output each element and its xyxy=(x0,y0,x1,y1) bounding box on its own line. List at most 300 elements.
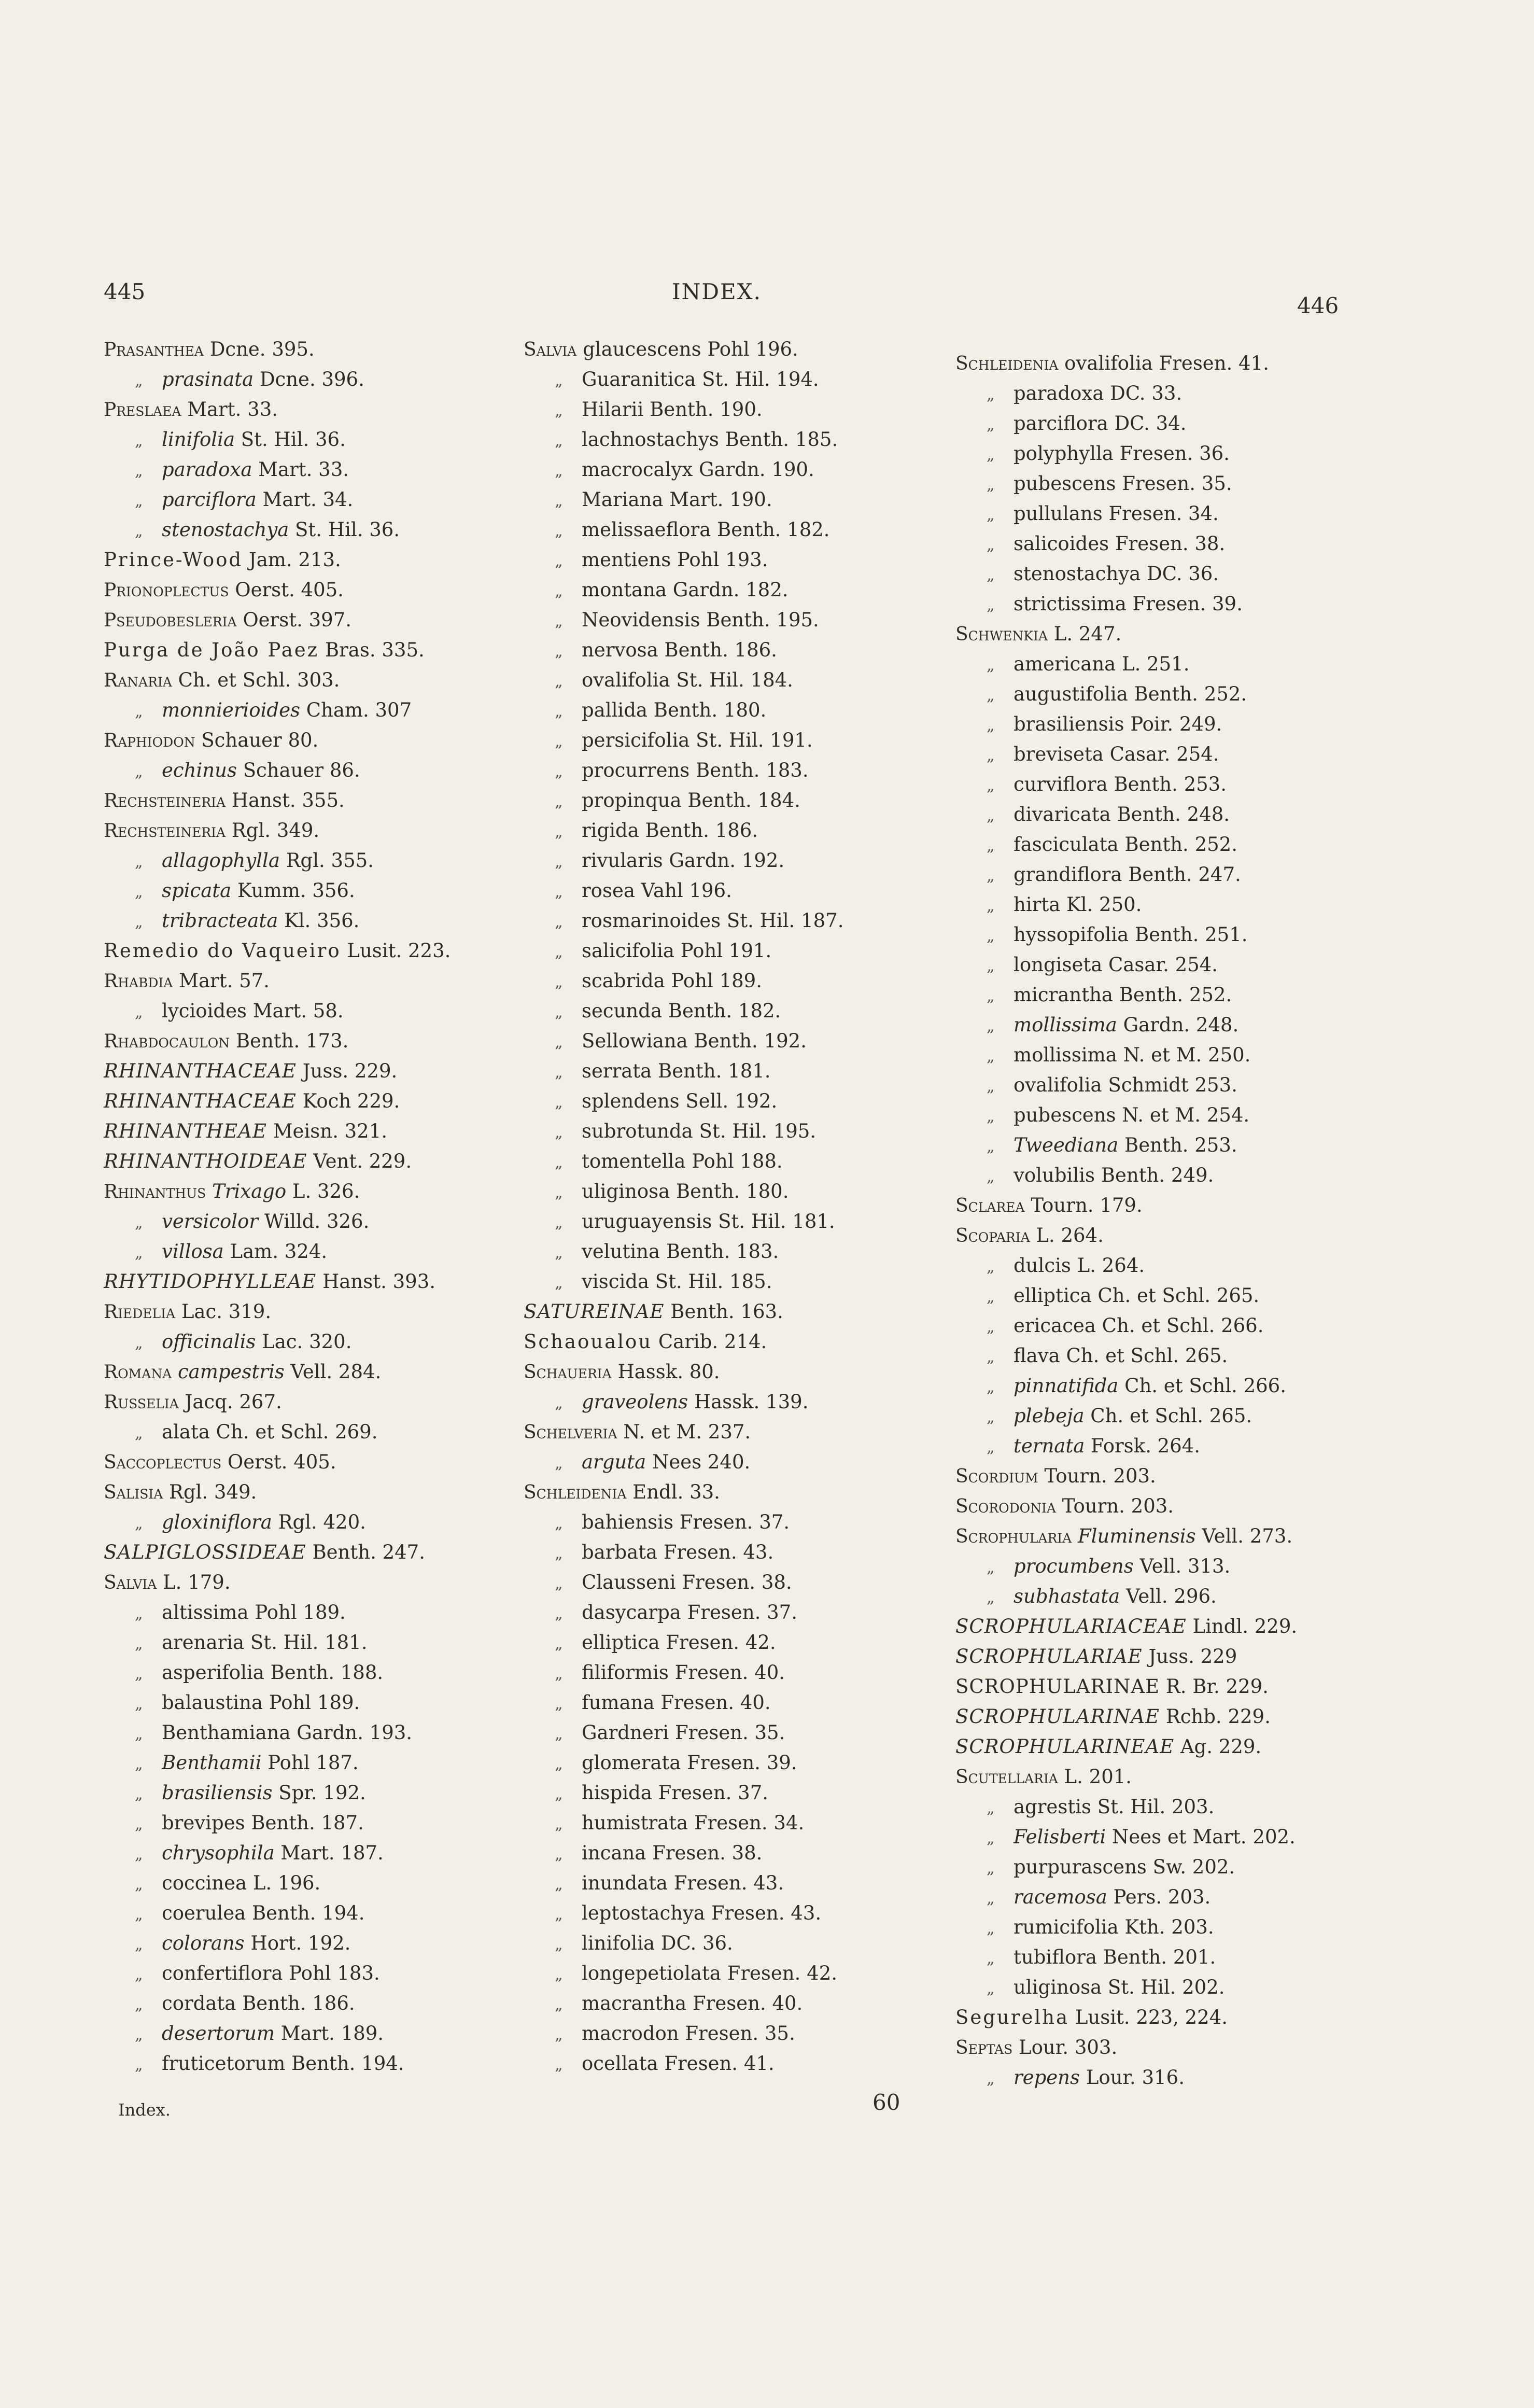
ditto-mark: „ xyxy=(135,1695,143,1713)
ditto-mark: „ xyxy=(135,1936,143,1954)
index-entry xyxy=(524,1417,928,1447)
index-entry xyxy=(955,1792,1370,1822)
index-entry xyxy=(104,816,498,846)
author-and-page: Lusit. 223, 224. xyxy=(1069,2006,1228,2028)
author-and-page: Fresen. 37. xyxy=(673,1511,790,1533)
index-entry xyxy=(104,515,498,545)
family-name: RHINANTHOIDEAE xyxy=(104,1150,307,1172)
genus-name: Prionoplectus xyxy=(104,580,229,601)
index-entry xyxy=(955,1311,1370,1341)
author-and-page: Tourn. 203. xyxy=(1055,1495,1174,1517)
ditto-mark: „ xyxy=(987,1408,995,1426)
author-and-page: Fresen. 40. xyxy=(686,1992,803,2014)
index-column-3 xyxy=(955,348,1370,2093)
index-entry xyxy=(524,665,928,695)
author-and-page: Fresen. 34. xyxy=(1102,502,1219,525)
vernacular-name: Purga de João Paez xyxy=(104,639,319,661)
author-and-page: Lour. 303. xyxy=(1012,2036,1118,2059)
species-name: grandiflora xyxy=(1014,863,1122,886)
author-and-page: Lour. 316. xyxy=(1079,2066,1185,2089)
author-and-page: Pohl 196. xyxy=(701,338,798,360)
author-and-page: Pohl 189. xyxy=(263,1691,360,1714)
index-entry xyxy=(955,2033,1370,2063)
author-and-page: St. Hil. 181. xyxy=(712,1210,835,1233)
author-and-page: Hanst. 393. xyxy=(316,1270,435,1293)
author-and-page: Benth. 247. xyxy=(1122,863,1241,886)
author-and-page: Pohl 187. xyxy=(261,1752,359,1774)
index-entry xyxy=(955,709,1370,739)
author-and-page: Schauer 80. xyxy=(195,729,319,751)
ditto-mark: „ xyxy=(555,1394,563,1412)
author-and-page: Ch. et Schl. 265. xyxy=(1060,1345,1228,1367)
species-name: rosea xyxy=(582,879,635,902)
species-name: salicoides xyxy=(1014,533,1109,555)
ditto-mark: „ xyxy=(987,416,995,434)
index-entry xyxy=(104,1327,498,1357)
author-and-page: Fresen. 40. xyxy=(668,1661,785,1684)
ditto-mark: „ xyxy=(987,1108,995,1126)
family-name: SALPIGLOSSIDEAE xyxy=(104,1541,306,1563)
ditto-mark: „ xyxy=(555,522,563,540)
species-name: parciflora xyxy=(1014,412,1108,435)
index-entry xyxy=(524,1778,928,1808)
ditto-mark: „ xyxy=(987,1889,995,1908)
footer-label: Index. xyxy=(118,2100,171,2120)
ditto-mark: „ xyxy=(555,552,563,570)
species-name: mentiens xyxy=(582,549,671,571)
genus-name: Ranaria xyxy=(104,670,172,691)
ditto-mark: „ xyxy=(987,1318,995,1336)
author-and-page: Oerst. 405. xyxy=(229,579,344,601)
author-and-page: Fresen. 43. xyxy=(657,1541,774,1563)
species-name: arguta xyxy=(582,1451,646,1473)
index-entry xyxy=(524,725,928,755)
ditto-mark: „ xyxy=(135,1635,143,1653)
index-entry xyxy=(104,635,498,665)
ditto-mark: „ xyxy=(555,462,563,480)
species-name: macrantha xyxy=(582,1992,687,2014)
species-name: ocellata xyxy=(582,2052,658,2075)
ditto-mark: „ xyxy=(987,777,995,795)
index-entry xyxy=(524,1567,928,1598)
species-name: coerulea xyxy=(162,1902,246,1924)
species-name: augustifolia xyxy=(1014,683,1128,705)
index-entry xyxy=(104,1086,498,1116)
author-and-page: Mart. 57. xyxy=(173,970,270,992)
author-and-page: Benth. 190. xyxy=(643,398,763,421)
author-and-page: Vahl 196. xyxy=(635,879,732,902)
index-entry xyxy=(524,996,928,1026)
species-name: elliptica xyxy=(582,1631,660,1654)
index-entry xyxy=(955,860,1370,890)
index-entry xyxy=(524,1357,928,1387)
species-name: versicolor xyxy=(162,1210,259,1233)
index-entry xyxy=(104,2019,498,2049)
vernacular-name: Prince-Wood xyxy=(104,549,243,571)
index-entry xyxy=(955,1732,1370,1762)
ditto-mark: „ xyxy=(555,1575,563,1593)
ditto-mark: „ xyxy=(987,656,995,675)
species-name: racemosa xyxy=(1014,1886,1107,1908)
author-and-page: Benth. 249. xyxy=(1095,1164,1214,1186)
index-column-2 xyxy=(524,334,928,2079)
index-entry xyxy=(104,1537,498,1567)
ditto-mark: „ xyxy=(135,432,143,450)
genus-name: Schwenkia xyxy=(955,624,1048,645)
index-entry xyxy=(524,906,928,936)
ditto-mark: „ xyxy=(555,1063,563,1082)
index-entry xyxy=(955,1642,1370,1672)
author-and-page: Dcne. 395. xyxy=(203,338,315,360)
ditto-mark: „ xyxy=(555,763,563,781)
index-entry xyxy=(955,1130,1370,1160)
index-entry xyxy=(524,2019,928,2049)
family-name: RHINANTHEAE xyxy=(104,1120,267,1142)
author-and-page: Bras. 335. xyxy=(319,639,425,661)
index-entry xyxy=(524,1026,928,1056)
index-entry xyxy=(524,1718,928,1748)
author-and-page: Dcne. 396. xyxy=(254,368,364,390)
species-name: serrata xyxy=(582,1060,652,1082)
ditto-mark: „ xyxy=(135,462,143,480)
index-entry xyxy=(955,469,1370,499)
ditto-mark: „ xyxy=(135,1875,143,1894)
author-and-page: Benth. 186. xyxy=(658,639,777,661)
index-entry xyxy=(955,1672,1370,1702)
species-name: fruticetorum xyxy=(162,2052,286,2075)
index-entry xyxy=(104,1507,498,1537)
author-and-page: St. Hil. 202. xyxy=(1102,1976,1225,1998)
species-name: desertorum xyxy=(162,2022,275,2045)
author-and-page: St. Hil. 203. xyxy=(1091,1796,1215,1818)
species-name: rosmarinoides xyxy=(582,909,721,932)
author-and-page: L. 201. xyxy=(1058,1766,1132,1788)
ditto-mark: „ xyxy=(987,1348,995,1366)
author-and-page: DC. 36. xyxy=(655,1932,733,1954)
author-and-page: N. et M. 250. xyxy=(1117,1044,1251,1066)
ditto-mark: „ xyxy=(135,522,143,540)
index-entry xyxy=(955,800,1370,830)
author-and-page: Benth. 186. xyxy=(639,819,758,842)
index-entry xyxy=(104,1447,498,1477)
species-name: flava xyxy=(1014,1345,1060,1367)
index-entry xyxy=(955,1461,1370,1491)
author-and-page: Lindl. 229. xyxy=(1186,1615,1298,1637)
author-and-page: Hassk. 139. xyxy=(688,1391,809,1413)
species-name: viscida xyxy=(582,1270,650,1293)
ditto-mark: „ xyxy=(987,506,995,524)
ditto-mark: „ xyxy=(135,883,143,901)
author-and-page: Fresen. 35. xyxy=(679,2022,795,2045)
ditto-mark: „ xyxy=(555,1665,563,1683)
ditto-mark: „ xyxy=(135,1424,143,1443)
ditto-mark: „ xyxy=(555,1244,563,1262)
genus-name: Saccoplectus xyxy=(104,1452,222,1473)
index-entry xyxy=(524,786,928,816)
ditto-mark: „ xyxy=(555,2026,563,2044)
author-and-page: Mart. 187. xyxy=(274,1842,384,1864)
species-name: brevipes xyxy=(162,1812,245,1834)
species-name: officinalis xyxy=(162,1331,256,1353)
species-name: gloxiniflora xyxy=(162,1511,272,1533)
author-and-page: Fresen. 39. xyxy=(1126,593,1243,615)
ditto-mark: „ xyxy=(987,1920,995,1938)
index-entry xyxy=(955,1431,1370,1461)
family-name: SCROPHULARIACEAE xyxy=(955,1615,1187,1637)
genus-name: Salvia xyxy=(524,339,577,360)
ditto-mark: „ xyxy=(987,1859,995,1878)
genus-name: Riedelia xyxy=(104,1301,176,1323)
ditto-mark: „ xyxy=(555,1725,563,1743)
species-name: Guaranitica xyxy=(582,368,696,390)
author-and-page: Kl. 250. xyxy=(1060,893,1142,916)
ditto-mark: „ xyxy=(555,1815,563,1833)
genus-name: Pseudobesleria xyxy=(104,610,237,631)
author-and-page: Koch 229. xyxy=(296,1090,400,1112)
author-and-page: L. 179. xyxy=(157,1571,231,1593)
ditto-mark: „ xyxy=(987,1378,995,1396)
ditto-mark: „ xyxy=(555,733,563,751)
author-and-page: Tourn. 203. xyxy=(1038,1465,1156,1487)
genus-name: Prasanthea xyxy=(104,339,204,360)
author-and-page: Fresen. 38. xyxy=(675,1571,792,1593)
author-and-page: Kth. 203. xyxy=(1118,1916,1214,1938)
author-and-page: Pohl 189. xyxy=(248,1601,346,1623)
ditto-mark: „ xyxy=(135,1725,143,1743)
species-name: subrotunda xyxy=(582,1120,693,1142)
species-name: prasinata xyxy=(162,368,254,390)
index-entry xyxy=(524,455,928,485)
family-name: SCROPHULARIAE xyxy=(955,1645,1143,1668)
index-entry xyxy=(104,725,498,755)
index-entry xyxy=(524,545,928,575)
author-and-page: Forsk. 264. xyxy=(1085,1435,1200,1457)
species-name: glaucescens xyxy=(576,338,701,360)
index-entry xyxy=(524,1086,928,1116)
index-entry xyxy=(524,1688,928,1718)
ditto-mark: „ xyxy=(555,1785,563,1803)
ditto-mark: „ xyxy=(987,1138,995,1156)
ditto-mark: „ xyxy=(555,642,563,661)
author-and-page: Lam. 324. xyxy=(223,1240,328,1263)
genus-name: Sclarea xyxy=(955,1195,1025,1216)
ditto-mark: „ xyxy=(135,2026,143,2044)
index-entry xyxy=(955,1371,1370,1401)
author-and-page: St. Hil. 194. xyxy=(696,368,819,390)
species-name: stenostachya xyxy=(162,519,289,541)
index-entry xyxy=(104,1628,498,1658)
index-entry xyxy=(104,1688,498,1718)
author-and-page: Nees et Mart. 202. xyxy=(1106,1826,1296,1848)
species-name: graveolens xyxy=(582,1391,688,1413)
index-entry xyxy=(955,1401,1370,1431)
index-entry xyxy=(104,1387,498,1417)
species-name: parciflora xyxy=(162,488,257,511)
species-name: hyssopifolia xyxy=(1014,923,1129,946)
genus-name: Scrophularia xyxy=(955,1526,1072,1547)
index-entry xyxy=(955,1882,1370,1912)
author-and-page: Benth. 186. xyxy=(236,1992,355,2014)
author-and-page: Benth. 173. xyxy=(230,1030,349,1052)
index-entry xyxy=(955,1491,1370,1521)
author-and-page: Fresen. 37. xyxy=(681,1601,797,1623)
species-name: paradoxa xyxy=(162,458,252,481)
author-and-page: Ch. et Schl. 265. xyxy=(1091,1284,1260,1307)
index-entry xyxy=(104,1838,498,1868)
author-and-page: Casar. 254. xyxy=(1102,954,1218,976)
index-entry xyxy=(104,876,498,906)
index-entry xyxy=(104,425,498,455)
author-and-page: Pohl 193. xyxy=(671,549,768,571)
author-and-page: Mart. 33. xyxy=(181,398,278,421)
author-and-page: Ch. et Schl. 303. xyxy=(172,669,340,691)
index-entry xyxy=(524,1628,928,1658)
index-entry xyxy=(524,695,928,725)
author-and-page: Vell. 273. xyxy=(1195,1525,1293,1547)
ditto-mark: „ xyxy=(987,987,995,1005)
index-entry xyxy=(524,485,928,515)
genus-name: Rechsteineria xyxy=(104,820,226,842)
ditto-mark: „ xyxy=(135,763,143,781)
ditto-mark: „ xyxy=(555,492,563,510)
author-and-page: Ch. et Schl. 269. xyxy=(209,1421,378,1443)
index-entry xyxy=(104,2049,498,2079)
index-entry xyxy=(524,425,928,455)
author-and-page: Benth. 201. xyxy=(1096,1946,1216,1968)
species-name: brasiliensis xyxy=(1014,713,1124,735)
genus-name: Schleidenia xyxy=(955,353,1059,374)
author-and-page: Tourn. 179. xyxy=(1024,1194,1143,1216)
author-and-page: Gardn. 182. xyxy=(667,579,789,601)
author-and-page: Benth. 194. xyxy=(285,2052,404,2075)
ditto-mark: „ xyxy=(555,1454,563,1473)
species-name: Mariana xyxy=(582,488,664,511)
ditto-mark: „ xyxy=(987,566,995,584)
ditto-mark: „ xyxy=(555,402,563,420)
ditto-mark: „ xyxy=(987,807,995,825)
author-and-page: St. Hil. 185. xyxy=(649,1270,772,1293)
index-entry xyxy=(104,936,498,966)
ditto-mark: „ xyxy=(555,1635,563,1653)
author-and-page: Sell. 192. xyxy=(679,1090,778,1112)
species-name: nervosa xyxy=(582,639,658,661)
index-entry xyxy=(104,545,498,575)
index-entry xyxy=(955,1281,1370,1311)
species-name: barbata xyxy=(582,1541,658,1563)
index-entry xyxy=(955,1942,1370,1972)
ditto-mark: „ xyxy=(135,913,143,931)
species-name: leptostachya xyxy=(582,1902,705,1924)
genus-name: Schelveria xyxy=(524,1422,617,1443)
ditto-mark: „ xyxy=(555,1936,563,1954)
index-entry xyxy=(524,365,928,395)
index-entry xyxy=(524,1177,928,1207)
species-name: arenaria xyxy=(162,1631,245,1654)
author-and-page: Benth. 182. xyxy=(662,1000,781,1022)
ditto-mark: „ xyxy=(135,1755,143,1773)
index-entry xyxy=(955,1160,1370,1191)
index-entry xyxy=(104,1898,498,1928)
species-name: Benthamii xyxy=(162,1752,262,1774)
species-name: fasciculata xyxy=(1014,833,1119,856)
index-entry xyxy=(524,1958,928,1989)
author-and-page: Spr. 192. xyxy=(272,1782,366,1804)
species-name: Clausseni xyxy=(582,1571,676,1593)
ditto-mark: „ xyxy=(987,1017,995,1035)
index-entry xyxy=(524,1808,928,1838)
species-name: propinqua xyxy=(582,789,682,811)
author-and-page: Pohl 188. xyxy=(685,1150,783,1172)
ditto-mark: „ xyxy=(987,747,995,765)
species-name: longiseta xyxy=(1014,954,1103,976)
species-name: monnierioides xyxy=(162,699,300,721)
index-entry xyxy=(104,1357,498,1387)
species-name: elliptica xyxy=(1014,1284,1092,1307)
author-and-page: Fresen. 35. xyxy=(669,1721,785,1744)
author-and-page: Sw. 202. xyxy=(1146,1856,1235,1878)
species-name: procurrens xyxy=(582,759,690,781)
ditto-mark: „ xyxy=(555,1906,563,1924)
index-entry xyxy=(104,1056,498,1086)
genus-name: Salvia xyxy=(104,1572,157,1593)
index-entry xyxy=(955,379,1370,409)
author-and-page: L. 196. xyxy=(247,1872,321,1894)
ditto-mark: „ xyxy=(135,1214,143,1232)
ditto-mark: „ xyxy=(987,1258,995,1276)
ditto-mark: „ xyxy=(555,1124,563,1142)
species-name: echinus xyxy=(162,759,237,781)
ditto-mark: „ xyxy=(135,2056,143,2074)
author-and-page: Vent. 229. xyxy=(307,1150,412,1172)
ditto-mark: „ xyxy=(555,703,563,721)
species-name: pinnatifida xyxy=(1014,1375,1119,1397)
ditto-mark: „ xyxy=(987,536,995,554)
index-entry xyxy=(524,876,928,906)
index-entry xyxy=(955,649,1370,679)
ditto-mark: „ xyxy=(555,1875,563,1894)
ditto-mark: „ xyxy=(135,1996,143,2014)
author-and-page: Lac. 320. xyxy=(256,1331,352,1353)
author-and-page: Carib. 214. xyxy=(652,1331,767,1353)
author-and-page: L. 251. xyxy=(1116,653,1190,675)
genus-name: Rhinanthus xyxy=(104,1181,206,1202)
author-and-page: Hassk. 80. xyxy=(611,1361,720,1383)
author-and-page: L. 326. xyxy=(286,1180,360,1202)
species-name: brasiliensis xyxy=(162,1782,273,1804)
species-name: Felisberti xyxy=(1014,1826,1106,1848)
index-entry xyxy=(524,1387,928,1417)
author-and-page: Jam. 213. xyxy=(243,549,341,571)
author-and-page: Rchb. 229. xyxy=(1160,1705,1271,1728)
ditto-mark: „ xyxy=(987,1438,995,1457)
species-name: campestris xyxy=(172,1361,285,1383)
author-and-page: Benth. 182. xyxy=(711,519,830,541)
index-entry xyxy=(104,1237,498,1267)
author-and-page: Juss. 229. xyxy=(296,1060,398,1082)
index-entry xyxy=(955,1912,1370,1942)
author-and-page: Ch. et Schl. 266. xyxy=(1118,1375,1286,1397)
index-entry xyxy=(524,2049,928,2079)
author-and-page: Benth. 252. xyxy=(1113,984,1232,1006)
ditto-mark: „ xyxy=(135,1785,143,1803)
author-and-page: Benth. 183. xyxy=(689,759,809,781)
index-entry xyxy=(524,936,928,966)
species-name: rumicifolia xyxy=(1014,1916,1119,1938)
index-entry xyxy=(104,906,498,936)
ditto-mark: „ xyxy=(555,582,563,600)
index-entry xyxy=(524,575,928,605)
species-name: macrodon xyxy=(582,2022,679,2045)
